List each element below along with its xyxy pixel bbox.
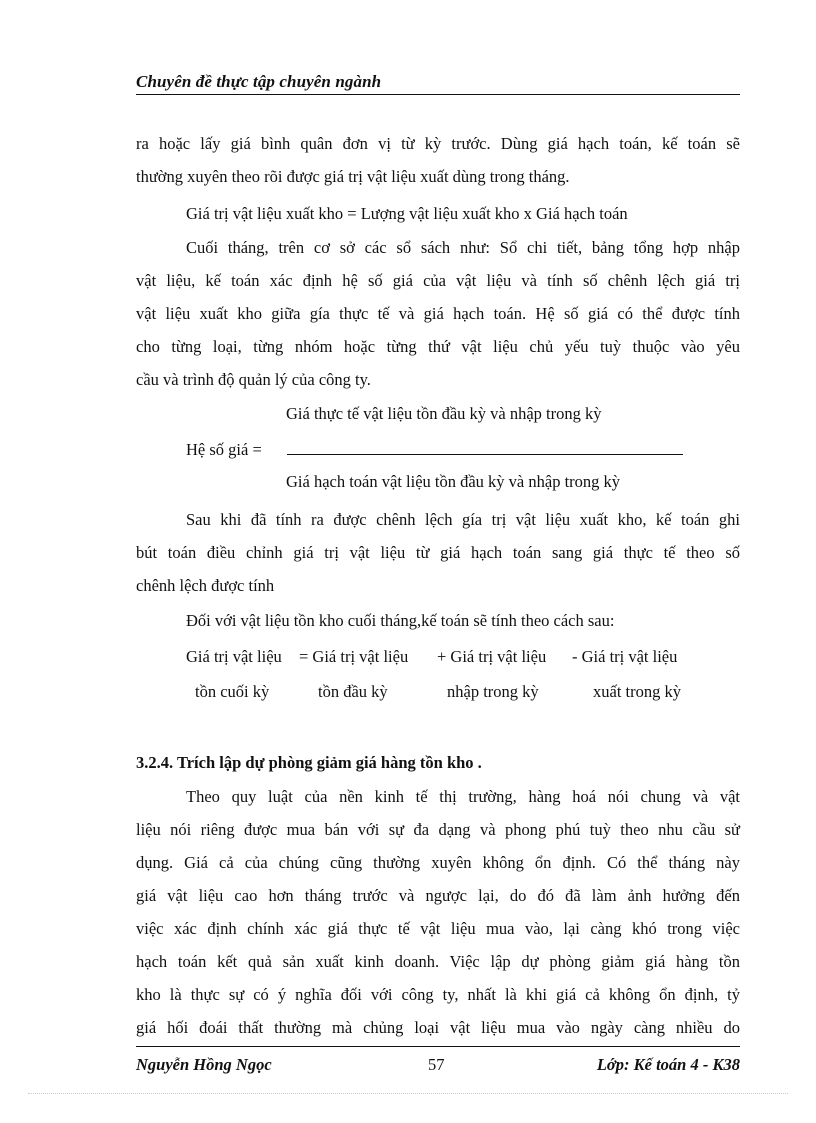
header-rule	[136, 94, 740, 95]
paragraph-line: bút toán điều chỉnh giá trị vật liệu từ giá hạch toán sang giá thực tế theo số	[136, 543, 740, 562]
paragraph-line: cầu và trình độ quản lý của công ty.	[136, 370, 371, 389]
paragraph-line: hạch toán kết quả sản xuất kinh doanh. Việc lập dự phòng giảm giá hàng tồn	[136, 952, 740, 971]
fraction-lhs: Hệ số giá =	[186, 440, 262, 459]
paragraph-line: Cuối tháng, trên cơ sở các sổ sách như: Sổ chi tiết, bảng tổng hợp nhập	[186, 238, 740, 257]
formula2-term: = Giá trị vật liệu	[299, 647, 409, 666]
paragraph-line: Sau khi đã tính ra được chênh lệch gía trị vật liệu xuất kho, kế toán ghi	[186, 510, 740, 529]
paragraph-line: cho từng loại, từng nhóm hoặc từng thứ vật liệu chủ yếu tuỳ thuộc vào yêu	[136, 337, 740, 356]
paragraph-line: Đối với vật liệu tồn kho cuối tháng,kế toán sẽ tính theo cách sau:	[186, 611, 615, 630]
formula2-subterm: nhập trong kỳ	[447, 682, 539, 701]
paragraph-line: ra hoặc lấy giá bình quân đơn vị từ kỳ trước. Dùng giá hạch toán, kế toán sẽ	[136, 134, 740, 153]
footer-class: Lớp: Kế toán 4 - K38	[596, 1055, 740, 1074]
formula2-subterm: tồn đầu kỳ	[318, 682, 388, 701]
footer-author: Nguyễn Hồng Ngọc	[136, 1055, 272, 1074]
formula2-term: Giá trị vật liệu	[186, 647, 282, 666]
footer-rule	[136, 1046, 740, 1047]
formula2-term: + Giá trị vật liệu	[437, 647, 547, 666]
paragraph-line: thường xuyên theo rõi được giá trị vật liệu xuất dùng trong tháng.	[136, 167, 570, 186]
page-header	[136, 72, 740, 92]
page-number: 57	[428, 1055, 445, 1074]
fraction-numerator: Giá thực tế vật liệu tồn đầu kỳ và nhập trong kỳ	[286, 404, 602, 423]
page-edge-divider	[28, 1093, 788, 1094]
paragraph-line: chênh lệch được tính	[136, 576, 275, 595]
formula-line: Giá trị vật liệu xuất kho = Lượng vật liệu xuất kho x Giá hạch toán	[186, 204, 628, 223]
paragraph-line: vật liệu, kế toán xác định hệ số giá của vật liệu và tính số chênh lệch giá trị	[136, 271, 740, 290]
section-heading: 3.2.4. Trích lập dự phòng giảm giá hàng tồn kho .	[136, 753, 482, 772]
formula2-term: - Giá trị vật liệu	[572, 647, 678, 666]
paragraph-line: kho là thực sự có ý nghĩa đối với công ty, nhất là khi giá cả không ổn định, tỷ	[136, 985, 740, 1004]
paragraph-line: việc xác định chính xác giá thực tế vật liệu mua vào, lại càng khó trong việc	[136, 919, 740, 938]
header-title: Chuyên đề thực tập chuyên ngành	[136, 72, 382, 91]
paragraph-line: vật liệu xuất kho giữa gía thực tế và giá hạch toán. Hệ số giá có thể được tính	[136, 304, 740, 323]
paragraph-line: giá hối đoái thất thường mà chủng loại vật liệu mua vào ngày càng nhiều do	[136, 1018, 740, 1037]
paragraph-line: Theo quy luật của nền kinh tế thị trường, hàng hoá nói chung và vật	[186, 787, 740, 806]
paragraph-line: giá vật liệu cao hơn tháng trước và ngược lại, do đó đã làm ảnh hưởng đến	[136, 886, 740, 905]
fraction-denominator: Giá hạch toán vật liệu tồn đầu kỳ và nhập trong kỳ	[286, 472, 621, 491]
paragraph-line: liệu nói riêng được mua bán với sự đa dạng và phong phú tuỳ theo nhu cầu sử	[136, 820, 740, 839]
paragraph-line: dụng. Giá cả của chúng cũng thường xuyên không ổn định. Có thể tháng này	[136, 853, 740, 872]
formula2-subterm: tồn cuối kỳ	[195, 682, 270, 701]
fraction-bar	[287, 454, 683, 455]
formula2-subterm: xuất trong kỳ	[593, 682, 681, 701]
